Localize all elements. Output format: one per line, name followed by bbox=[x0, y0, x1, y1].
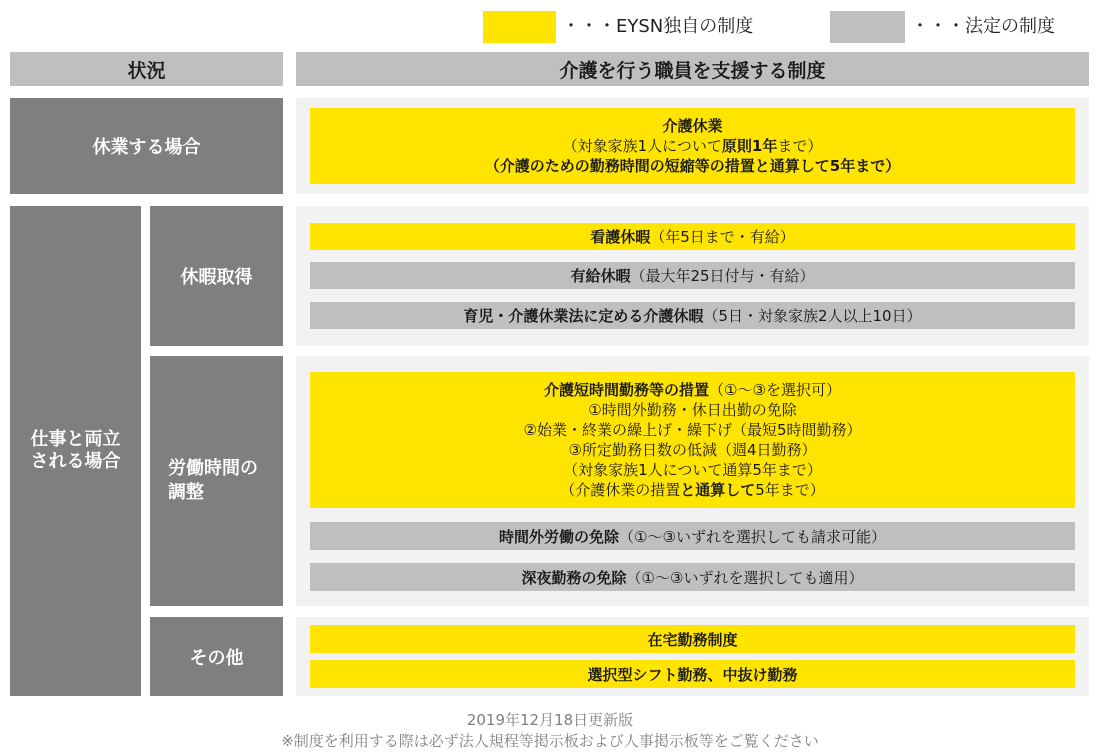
short-time-work-line1: ①時間外勤務・休日出勤の免除 bbox=[588, 401, 797, 419]
care-leave-line2: （対象家族1人について原則1年まで） bbox=[562, 137, 823, 155]
short-time-work-box bbox=[310, 372, 1075, 508]
night-work-exemption-bar: 深夜勤務の免除 （①～③いずれを選択しても適用） bbox=[310, 563, 1075, 591]
legend-statutory-label: ・・・法定の制度 bbox=[911, 16, 1055, 37]
care-leave-box bbox=[310, 108, 1075, 184]
legend-unique-label: ・・・EYSN独自の制度 bbox=[562, 16, 754, 37]
sub-time-off bbox=[150, 206, 283, 346]
sub-work-hours-label-2: 調整 bbox=[168, 482, 204, 503]
short-time-work-line5: （介護休業の措置と通算して5年まで） bbox=[560, 481, 825, 499]
short-time-work-title: 介護短時間勤務等の措置（①～③を選択可） bbox=[544, 381, 841, 399]
header-systems: 介護を行う職員を支援する制度 bbox=[296, 52, 1089, 86]
situation-leave-label: 休業する場合 bbox=[92, 137, 201, 158]
legend-statutory-swatch bbox=[830, 11, 905, 43]
sub-other-label: その他 bbox=[189, 647, 244, 669]
situation-balance-label-1: 仕事と両立 bbox=[30, 429, 121, 450]
footer-updated: 2019年12月18日更新版 bbox=[466, 711, 634, 729]
situation-balance-label-2: される場合 bbox=[30, 451, 121, 472]
header-situation: 状況 bbox=[10, 52, 283, 86]
situation-leave bbox=[10, 98, 283, 194]
short-time-work-line3: ③所定勤務日数の低減（週4日勤務） bbox=[568, 441, 817, 459]
sub-work-hours-label-1: 労働時間の bbox=[168, 458, 258, 479]
situation-balance bbox=[10, 206, 141, 696]
short-time-work-line4: （対象家族1人について通算5年まで） bbox=[563, 461, 822, 479]
remote-work-bar: 在宅勤務制度 bbox=[310, 625, 1075, 653]
paid-leave-bar: 有給休暇 （最大年25日付与・有給） bbox=[310, 262, 1075, 289]
nursing-leave-bar: 看護休暇 （年5日まで・有給） bbox=[310, 223, 1075, 250]
statutory-care-leave-bar: 育児・介護休業法に定める介護休暇 （5日・対象家族2人以上10日） bbox=[310, 302, 1075, 329]
footer-note: ※制度を利用する際は必ず法人規程等掲示板および人事掲示板等をご覧ください bbox=[281, 732, 819, 750]
short-time-work-line2: ②始業・終業の繰上げ・繰下げ（最短5時間勤務） bbox=[523, 421, 862, 439]
care-leave-title: 介護休業 bbox=[662, 117, 723, 135]
care-leave-line3: （介護のための勤務時間の短縮等の措置と通算して5年まで） bbox=[484, 157, 901, 175]
overtime-exemption-bar: 時間外労働の免除 （①～③いずれを選択しても請求可能） bbox=[310, 522, 1075, 550]
sub-work-hours bbox=[150, 356, 283, 606]
shift-work-bar: 選択型シフト勤務、中抜け勤務 bbox=[310, 660, 1075, 688]
legend-unique-swatch bbox=[483, 11, 556, 43]
sub-other bbox=[150, 617, 283, 696]
sub-time-off-label: 休暇取得 bbox=[180, 267, 253, 288]
